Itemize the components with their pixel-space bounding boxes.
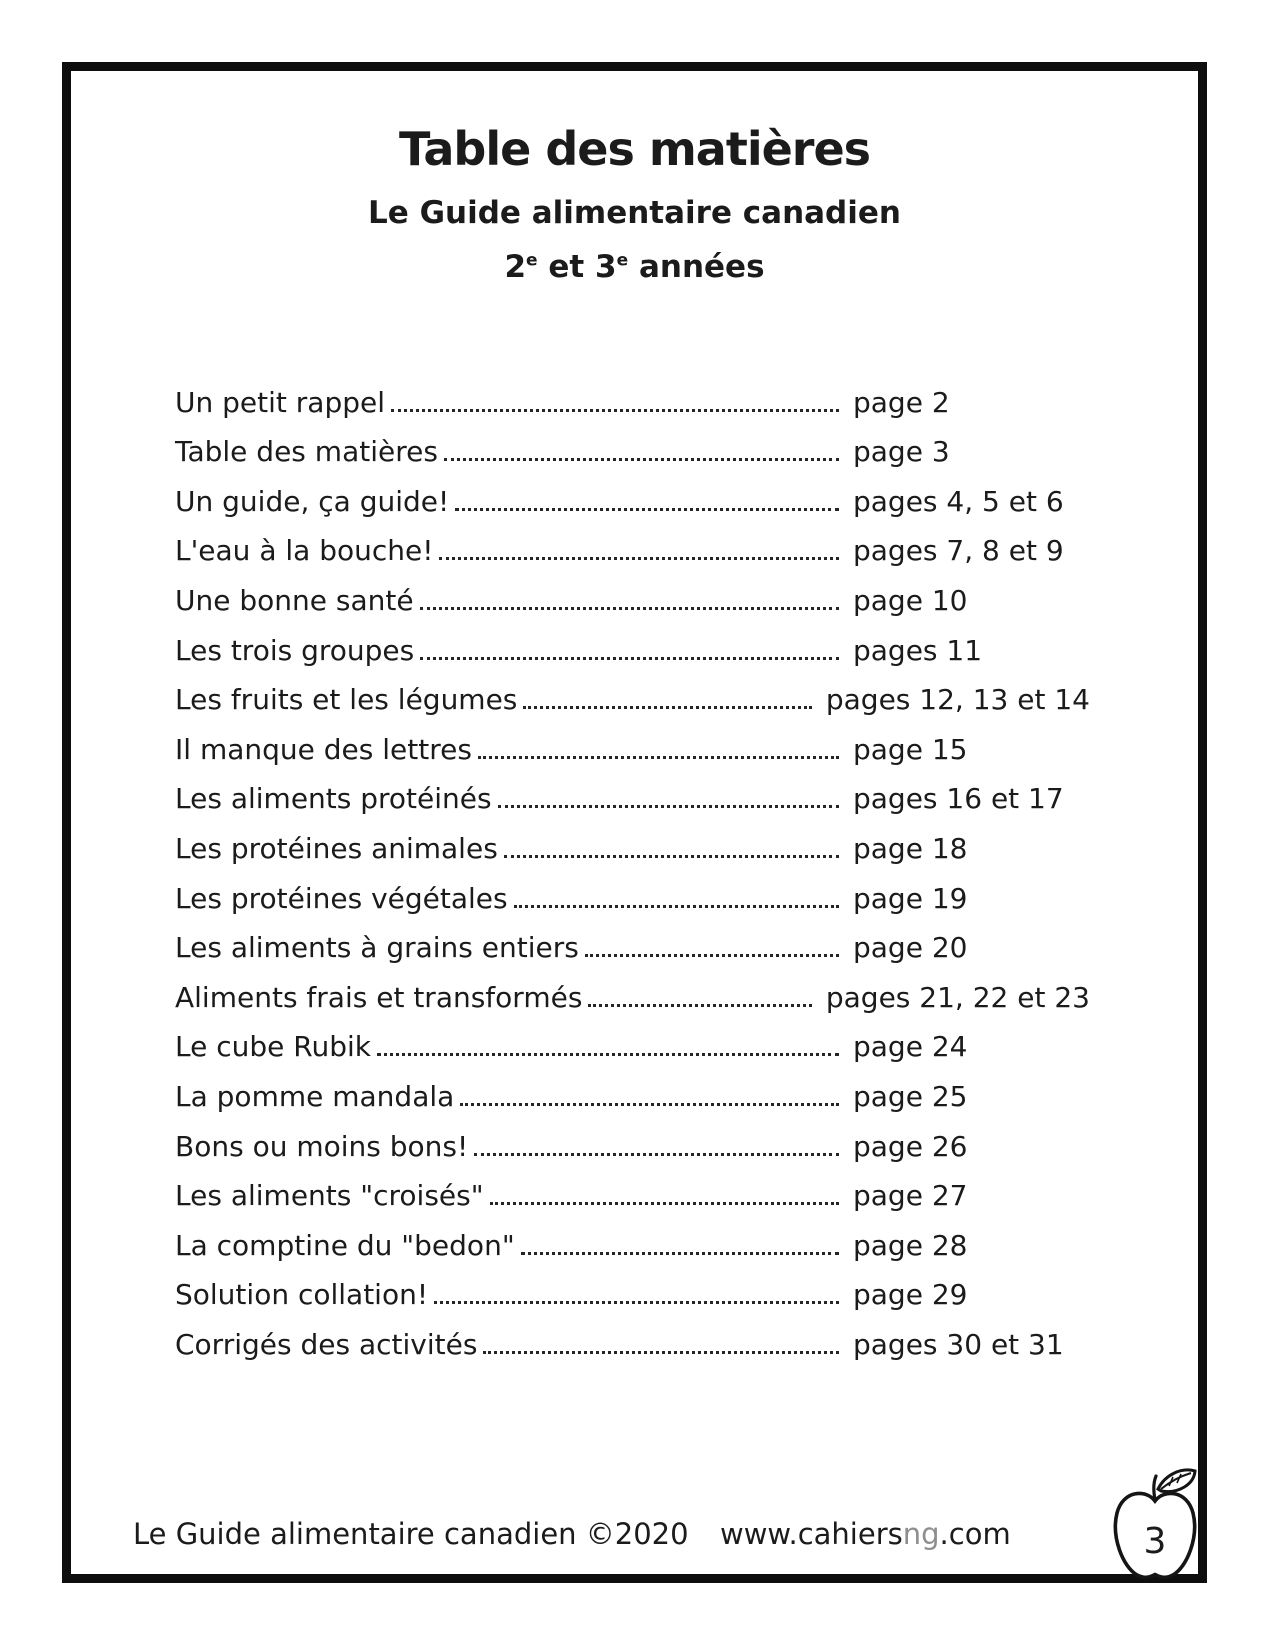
toc-entry-label: Il manque des lettres (175, 732, 472, 766)
toc-entry-page: page 15 (853, 732, 968, 766)
toc-row (175, 370, 1090, 420)
toc-entry-label: Aliments frais et transformés (175, 980, 583, 1014)
toc-leader-dots (478, 756, 839, 759)
toc-leader-dots (483, 1351, 839, 1354)
toc-row (175, 1312, 1090, 1362)
toc-entry-label: La pomme mandala (175, 1079, 455, 1113)
grade-tail-text: années (628, 249, 765, 285)
toc-entry-page: page 20 (853, 931, 968, 965)
grade-superscript-1: e (526, 250, 538, 271)
grade-line (62, 250, 1207, 284)
toc-leader-dots (498, 805, 839, 808)
toc-row (175, 519, 1090, 569)
grade-number-1: 2 (504, 249, 527, 285)
toc-leader-dots (474, 1153, 839, 1156)
toc-leader-dots (514, 905, 839, 908)
toc-entry-page: page 27 (853, 1179, 968, 1213)
toc-row (175, 916, 1090, 966)
toc-entry-label: Les protéines végétales (175, 881, 508, 915)
toc-leader-dots (523, 706, 811, 709)
toc-entry-page: page 29 (853, 1278, 968, 1312)
website-accent: ng (902, 1517, 940, 1551)
toc-leader-dots (420, 657, 839, 660)
toc-entry-label: Les fruits et les légumes (175, 683, 518, 717)
toc-leader-dots (391, 409, 839, 412)
toc-entry-page: pages 4, 5 et 6 (853, 484, 1064, 518)
toc-row (175, 767, 1090, 817)
toc-row (175, 420, 1090, 470)
toc-entry-page: page 28 (853, 1228, 968, 1262)
toc-entry-page: pages 11 (853, 633, 983, 667)
toc-entry-label: Solution collation! (175, 1278, 429, 1312)
toc-entry-page: page 18 (853, 831, 968, 865)
grade-superscript-2: e (616, 250, 629, 271)
toc-entry-page: page 2 (853, 385, 950, 419)
toc-entry-label: La comptine du "bedon" (175, 1228, 515, 1262)
toc-entry-label: Les trois groupes (175, 633, 415, 667)
toc-entry-label: Les protéines animales (175, 831, 498, 865)
footer-website (720, 1517, 1011, 1551)
toc-leader-dots (504, 855, 839, 858)
toc-entry-label: Table des matières (175, 435, 438, 469)
toc-entry-page: page 10 (853, 583, 968, 617)
toc-entry-label: Le cube Rubik (175, 1030, 371, 1064)
page-subtitle: Le Guide alimentaire canadien (368, 195, 901, 231)
toc-row (175, 618, 1090, 668)
toc-row (175, 1064, 1090, 1114)
toc-row (175, 717, 1090, 767)
toc-leader-dots (585, 954, 839, 957)
toc-entry-page: pages 12, 13 et 14 (825, 683, 1090, 717)
footer-copyright: Le Guide alimentaire canadien ©2020 (133, 1517, 689, 1551)
toc-leader-dots (455, 508, 839, 511)
toc-entry-label: Les aliments protéinés (175, 782, 492, 816)
toc-row (175, 1114, 1090, 1164)
toc-row (175, 866, 1090, 916)
toc-entry-page: page 25 (853, 1079, 968, 1113)
toc-leader-dots (521, 1252, 839, 1255)
toc-entry-label: Corrigés des activités (175, 1327, 478, 1361)
toc-leader-dots (377, 1053, 839, 1056)
toc-leader-dots (434, 1301, 839, 1304)
page-title: Table des matières (398, 122, 871, 176)
toc-leader-dots (439, 557, 839, 560)
toc-leader-dots (588, 1004, 811, 1007)
page-number: 3 (1143, 1521, 1167, 1562)
toc-entry-label: Un guide, ça guide! (175, 484, 450, 518)
page-content (62, 62, 1207, 1577)
table-of-contents (175, 370, 1090, 1362)
toc-entry-page: page 19 (853, 881, 968, 915)
toc-row (175, 469, 1090, 519)
website-prefix: www.cahiers (720, 1517, 903, 1551)
toc-entry-label: Les aliments à grains entiers (175, 931, 579, 965)
toc-row (175, 1213, 1090, 1263)
toc-row (175, 1164, 1090, 1214)
toc-row (175, 668, 1090, 718)
apple-page-badge (1105, 1465, 1205, 1580)
toc-entry-label: L'eau à la bouche! (175, 534, 434, 568)
toc-entry-label: Bons ou moins bons! (175, 1129, 469, 1163)
toc-entry-page: page 24 (853, 1030, 968, 1064)
toc-row (175, 568, 1090, 618)
toc-entry-page: page 26 (853, 1129, 968, 1163)
toc-entry-page: pages 16 et 17 (853, 782, 1064, 816)
toc-entry-page: pages 30 et 31 (853, 1327, 1064, 1361)
toc-leader-dots (490, 1202, 839, 1205)
toc-row (175, 965, 1090, 1015)
toc-entry-label: Une bonne santé (175, 583, 414, 617)
toc-row (175, 1015, 1090, 1065)
toc-leader-dots (460, 1103, 839, 1106)
toc-row (175, 1263, 1090, 1313)
toc-entry-label: Un petit rappel (175, 385, 385, 419)
grade-number-2: 3 (595, 249, 617, 285)
toc-row (175, 816, 1090, 866)
website-suffix: .com (939, 1517, 1011, 1551)
toc-entry-label: Les aliments "croisés" (175, 1179, 484, 1213)
grade-middle-text: et (537, 249, 596, 285)
toc-leader-dots (420, 607, 839, 610)
toc-entry-page: pages 21, 22 et 23 (825, 980, 1090, 1014)
toc-entry-page: pages 7, 8 et 9 (853, 534, 1064, 568)
toc-leader-dots (444, 458, 839, 461)
toc-entry-page: page 3 (853, 435, 950, 469)
